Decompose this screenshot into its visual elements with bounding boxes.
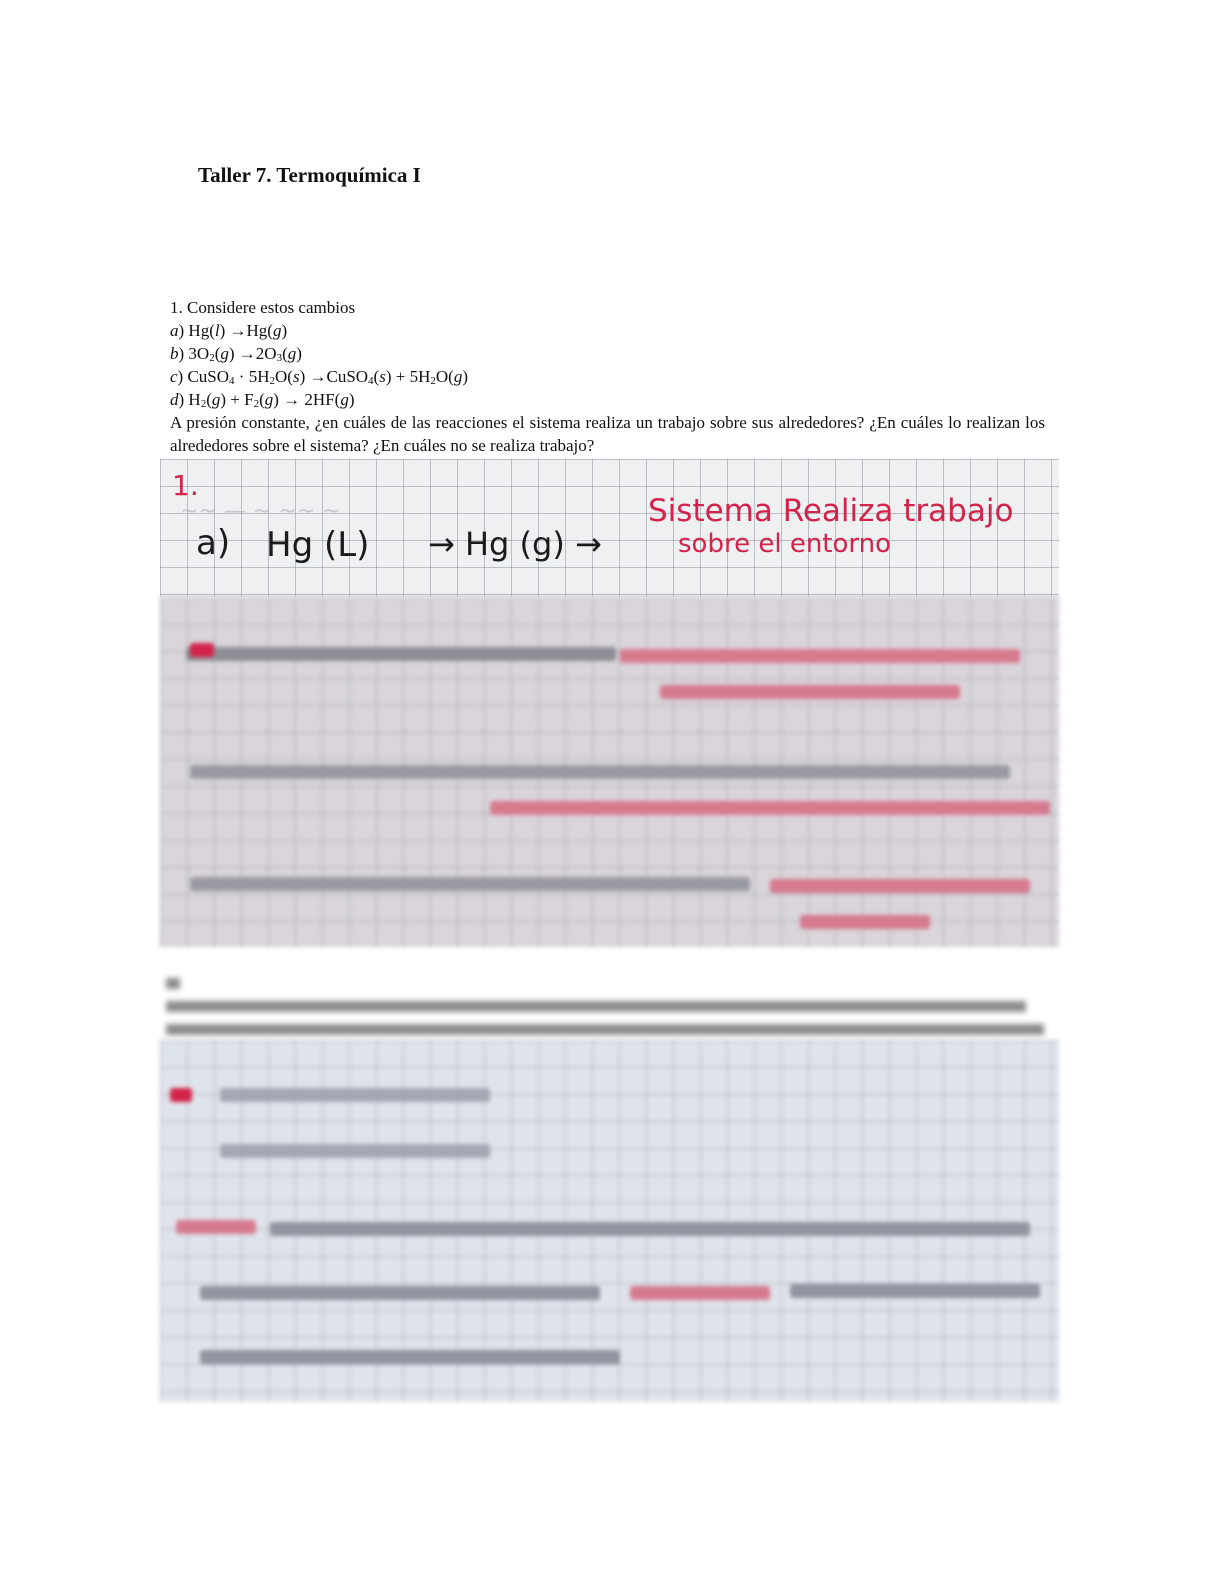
blurred-handwriting	[790, 1284, 1040, 1298]
question-1-intro: 1. Considere estos cambios	[170, 298, 356, 317]
handwritten-answer-photo-2-blurred	[160, 1040, 1059, 1402]
blurred-handwriting	[270, 1222, 1030, 1236]
blurred-handwriting	[490, 801, 1050, 815]
blurred-text-line	[166, 970, 1046, 1016]
blurred-handwriting	[220, 1088, 490, 1102]
reaction-b: b) $3O_2(g) \to 2O_3(g)$	[170, 344, 302, 364]
blurred-handwriting	[660, 685, 960, 699]
reaction-d: d) $H_2(g) + F_2(g) \to 2HF(g)$	[170, 390, 355, 410]
handwritten-reactant-a: Hg (L)	[266, 525, 370, 565]
handwritten-answer-photo-blurred	[160, 597, 1059, 947]
blurred-handwriting	[630, 1286, 770, 1300]
blurred-handwriting	[186, 647, 616, 661]
blurred-handwriting	[770, 879, 1030, 893]
bleed-through-scribble: ~~ — ~ ~~ ~	[180, 499, 341, 524]
blurred-handwriting	[800, 915, 930, 929]
blurred-handwriting	[190, 877, 750, 891]
blurred-handwriting	[220, 1144, 490, 1158]
question-1-prompt: A presión constante, ¿en cuáles de las reacciones el sistema realiza un trabajo sobre sus alrededores? ¿En cuáles lo realizan los alrededores sobre el sistema? ¿En cuáles no se realiza trabajo?	[170, 413, 1045, 455]
handwritten-product-a: → Hg (g) →	[428, 525, 602, 563]
reaction-a: a) Hg(l) →Hg(g)	[170, 321, 288, 340]
blurred-text-line	[166, 1016, 1046, 1039]
page-title: Taller 7. Termoquímica I	[198, 163, 421, 187]
handwritten-answer-photo-top	[160, 459, 1059, 597]
question-1	[170, 296, 1045, 457]
handwritten-number: 1.	[172, 469, 199, 502]
blurred-handwriting	[190, 643, 214, 657]
blurred-handwriting	[176, 1220, 256, 1234]
blurred-handwriting	[170, 1088, 192, 1102]
reaction-c: c) CuSO$_4$ · $5H_2O(s)$ →CuSO$_4$(s) + $5H_2O(g)$	[170, 367, 468, 387]
blurred-handwriting	[200, 1350, 620, 1364]
blurred-handwriting	[620, 649, 1020, 663]
handwritten-answer-a-line1: Sistema Realiza trabajo	[648, 493, 1014, 529]
blurred-handwriting	[200, 1286, 600, 1300]
handwritten-answer-a-line2: sobre el entorno	[678, 529, 892, 559]
blurred-handwriting	[190, 765, 1010, 779]
handwritten-label-a: a)	[196, 523, 231, 563]
